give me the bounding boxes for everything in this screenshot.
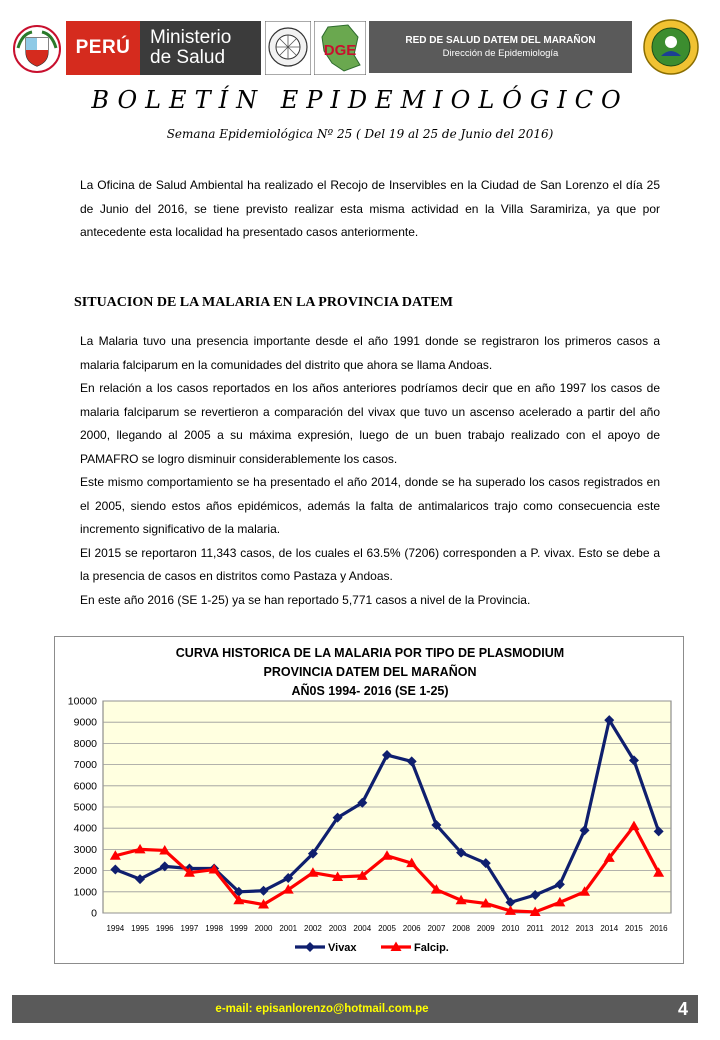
x-tick-label: 2004 — [353, 924, 372, 933]
x-tick-label: 2001 — [279, 924, 298, 933]
red-de-salud-box — [369, 21, 632, 73]
malaria-chart — [54, 636, 684, 964]
red-datem-logo — [642, 18, 700, 76]
y-tick-label: 0 — [91, 907, 97, 920]
x-tick-label: 2012 — [550, 924, 569, 933]
legend-marker — [305, 942, 315, 952]
x-tick-label: 1999 — [229, 924, 248, 933]
y-tick-label: 3000 — [73, 843, 97, 856]
x-tick-label: 1994 — [106, 924, 125, 933]
red-subtitle: Dirección de Epidemiología — [442, 48, 559, 59]
y-tick-label: 4000 — [73, 822, 97, 835]
malaria-paragraph: En relación a los casos reportados en los años anteriores podríamos decir que en año 1997 los casos de malaria falciparum se revertieron a comparación del vivax que tuvo un ascenso acelerado a partir del año 2000, llegando al 2005 a su máxima expresión, luego de un buen trabajo realizado con el apoyo de PAMAFRO se logro disminuir considerablemente los casos. — [80, 381, 660, 466]
x-tick-label: 2005 — [378, 924, 396, 933]
dge-map-icon — [314, 21, 366, 75]
x-tick-label: 2016 — [649, 924, 668, 933]
y-tick-label: 6000 — [73, 780, 97, 793]
x-tick-label: 2013 — [575, 924, 594, 933]
chart-subtitle-2: AÑ0S 1994- 2016 (SE 1-25) — [291, 684, 449, 698]
ministerio-de-salud-logo — [66, 21, 261, 75]
x-tick-label: 2011 — [526, 924, 544, 933]
x-tick-label: 2007 — [427, 924, 446, 933]
page-footer — [12, 995, 698, 1023]
legend-label: Vivax — [328, 942, 357, 954]
x-tick-label: 2014 — [600, 924, 619, 933]
peru-label: PERÚ — [66, 21, 140, 75]
x-tick-label: 2003 — [328, 924, 347, 933]
x-tick-label: 2009 — [476, 924, 495, 933]
x-tick-label: 1998 — [205, 924, 224, 933]
y-tick-label: 10000 — [67, 695, 97, 708]
x-tick-label: 2002 — [304, 924, 322, 933]
ministry-line-2: de Salud — [150, 47, 226, 68]
y-tick-label: 9000 — [73, 716, 97, 729]
malaria-paragraph: En este año 2016 (SE 1-25) ya se han reportado 5,771 casos a nivel de la Provincia. — [80, 592, 531, 607]
page-number: 4 — [677, 999, 688, 1019]
ministry-line-1: Ministerio — [150, 27, 232, 48]
y-tick-label: 1000 — [73, 886, 97, 899]
ministry-name — [140, 21, 261, 75]
y-tick-label: 5000 — [73, 801, 97, 814]
y-tick-label: 2000 — [73, 865, 97, 878]
chart-subtitle: PROVINCIA DATEM DEL MARAÑON — [263, 665, 477, 679]
malaria-paragraphs — [80, 330, 660, 612]
dge-logo — [314, 21, 366, 75]
section-title: SITUACION DE LA MALARIA EN LA PROVINCIA DATEM — [74, 295, 453, 310]
renace-seal-logo — [265, 21, 311, 75]
x-tick-label: 2000 — [254, 924, 273, 933]
intro-paragraph: La Oficina de Salud Ambiental ha realizado el Recojo de Inservibles en la Ciudad de San Lorenzo el día 25 de Junio del 2016, se tiene previsto realizar esta misma actividad en la Villa Saramiriza, ya que por antecedente esta localidad ha presentado casos anteriormente. — [80, 178, 660, 239]
legend-label: Falcip. — [414, 942, 449, 954]
x-tick-label: 2010 — [501, 924, 520, 933]
y-tick-label: 8000 — [73, 737, 97, 750]
footer-email[interactable]: e-mail: episanlorenzo@hotmail.com.pe — [215, 1003, 429, 1015]
x-tick-label: 1995 — [131, 924, 149, 933]
bulletin-title: BOLETÍN EPIDEMIOLÓGICO — [91, 86, 629, 114]
red-title: RED DE SALUD DATEM DEL MARAÑON — [405, 35, 596, 46]
malaria-paragraph: Este mismo comportamiento se ha presentado el año 2014, donde se ha superado los casos registrados en el 2005, siendo estos años epidémicos, además la falta de antimalaricos trajo como consecuencia este incremento significativo de la malaria. — [80, 475, 660, 536]
x-tick-label: 2008 — [452, 924, 470, 933]
bulletin-subtitle: Semana Epidemiológica Nº 25 ( Del 19 al 25 de Junio del 2016) — [166, 127, 554, 141]
malaria-paragraph: El 2015 se reportaron 11,343 casos, de los cuales el 63.5% (7206) corresponden a P. vivax. Esto se debe a la presencia de casos en distritos como Pastaza y Andoas. — [80, 545, 660, 583]
x-tick-label: 2006 — [402, 924, 421, 933]
page-header — [0, 0, 720, 88]
y-tick-label: 7000 — [73, 759, 97, 772]
chart-plot — [55, 637, 683, 963]
peru-coat-of-arms-logo — [12, 22, 62, 74]
x-tick-label: 2015 — [625, 924, 643, 933]
x-tick-label: 1997 — [180, 924, 199, 933]
chart-title: CURVA HISTORICA DE LA MALARIA POR TIPO DE PLASMODIUM — [175, 646, 565, 660]
x-tick-label: 1996 — [155, 924, 174, 933]
dge-label: DGE — [323, 42, 357, 59]
malaria-paragraph: La Malaria tuvo una presencia importante desde el año 1991 donde se registraron los primeros casos a malaria falciparum en la comunidades del distrito que ahora se llama Andoas. — [80, 334, 660, 372]
